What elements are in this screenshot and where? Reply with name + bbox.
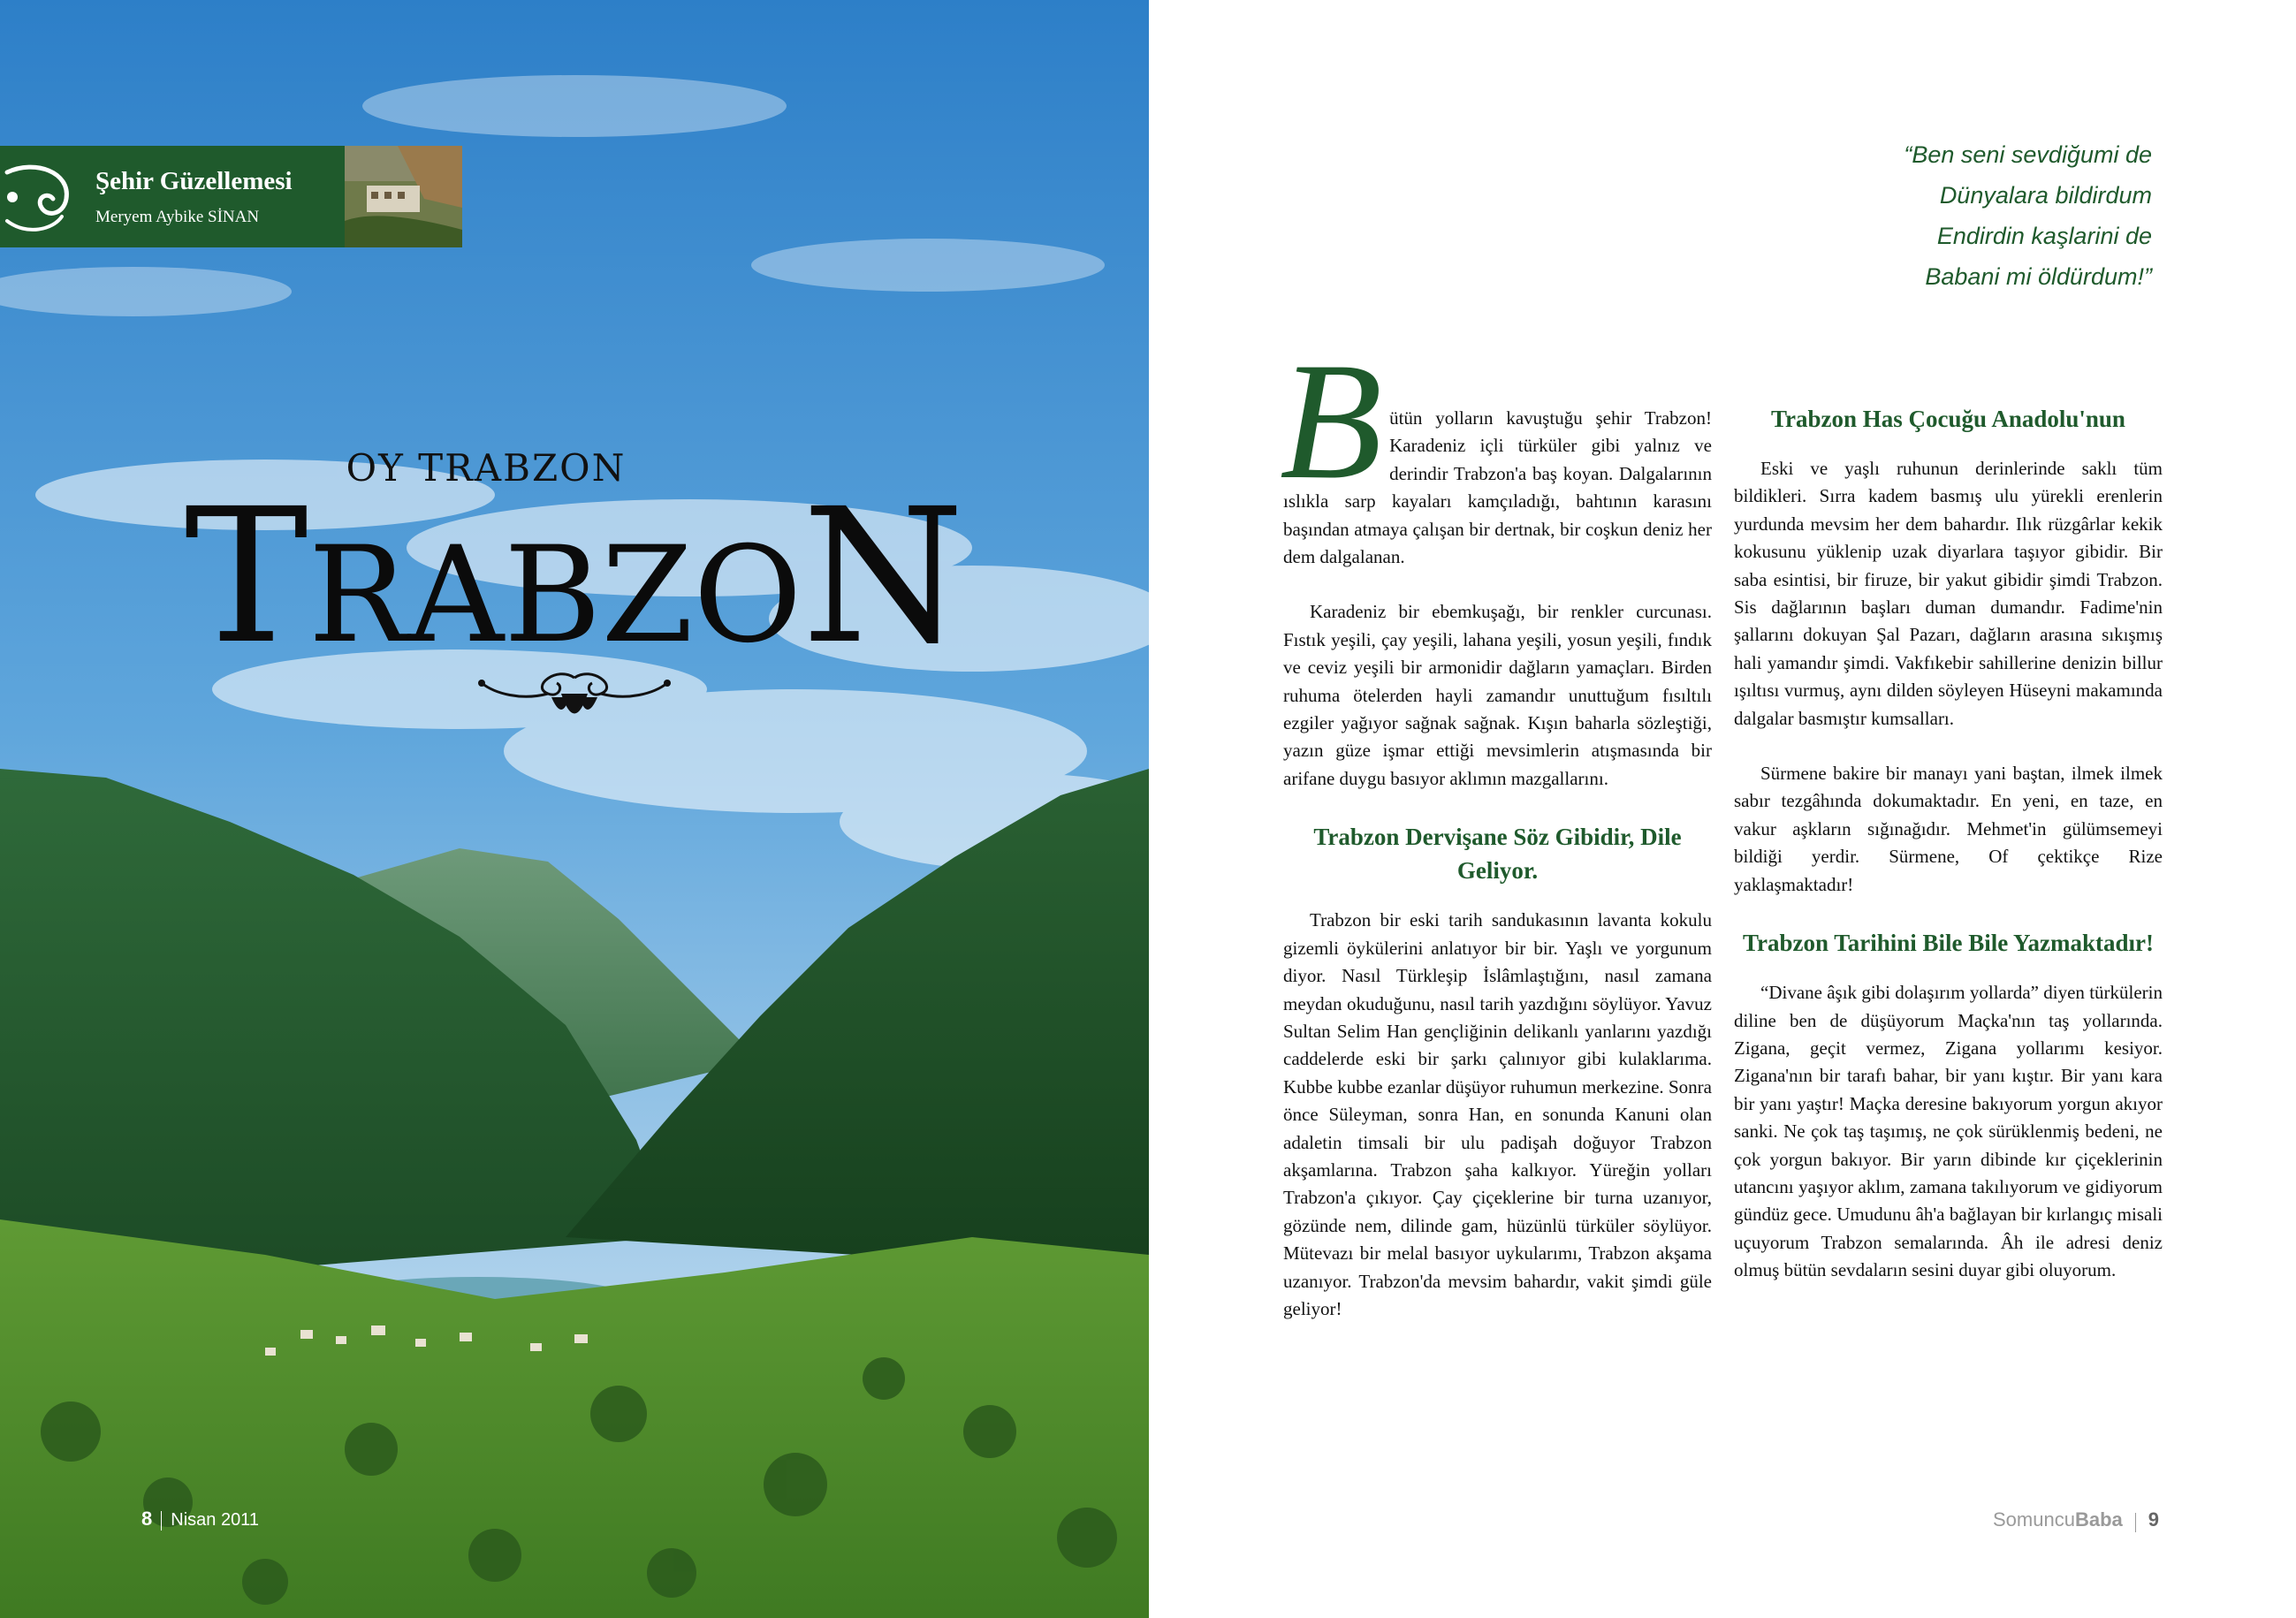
title-middle: RABZO (308, 519, 802, 672)
issue-date: Nisan 2011 (171, 1510, 259, 1530)
author-name: Meryem Aybike SİNAN (95, 208, 260, 226)
magazine-name (1993, 1508, 2123, 1531)
title-initial: T (184, 468, 308, 685)
article-column-1 (1280, 329, 1712, 1350)
flourish-ornament-icon (477, 667, 672, 738)
epigraph-line: Babani mi öldürdum!” (1925, 263, 2152, 290)
folio-divider (2135, 1513, 2136, 1532)
epigraph-line: Endirdin kaşlarini de (1936, 223, 2152, 249)
magazine-name-part-1: Somuncu (1993, 1508, 2075, 1531)
article-column-2 (1734, 402, 2163, 1312)
folio-divider (161, 1511, 162, 1531)
right-folio (1993, 1508, 2159, 1532)
monastery-thumbnail (345, 146, 462, 247)
section-heading: Trabzon Has Çocuğu Anadolu'nun (1771, 406, 2125, 432)
scroll-ornament-icon (0, 155, 84, 239)
epigraph-line: “Ben seni sevdiğumi de (1904, 141, 2152, 168)
section-heading: Trabzon Dervişane Söz Gibidir, Dile Geliyor. (1313, 824, 1682, 885)
body-paragraph: Sürmene bakire bir manayı yani baştan, ilmek ilmek sabır tezgâhında dokumaktadır. En yeni, en taze, en vakur aşkların sığınağıdır. Mehmet'in gülümsemeyi bildiği yerdir. Sürmene, Of çektikçe Rize yaklaşmaktadır! (1734, 763, 2163, 895)
intro-paragraph (1280, 329, 1712, 571)
intro-text: ütün yolların kavuştuğu şehir Trabzon! Karadeniz içli türküler gibi yalnız ve derindir Trabzon'a baş koyan. Dalgalarının ıslıkla sarp kayaları kamçıladığı, bahtının karasını başından atmaya çalışan bir dertnak, bir coşkun deniz her dem dalgalanan. (1283, 407, 1712, 568)
body-paragraph: Trabzon bir eski tarih sandukasının lavanta kokulu gizemli öykülerini anlatıyor bir bir. Yaşlı ve yorgunum diyor. Nasıl Türkleşip İslâmlaştığını, nasıl zamana meydan okuduğunu, nasıl tarih yazdığını söylüyor. Yavuz Sultan Selim Han gençliğinin delikanlı yanlarını yazdığı caddelerde eski bir şarkı çalınıyor gibi kulaklarıma. Kubbe kubbe ezanlar düşüyor ruhumun merkezine. Sonra önce Süleyman, sonra Han, en sonunda Kanuni olan adaletin timsali bir ulu padişah doğuyor Trabzon akşamlarına. Trabzon şaha kalkıyor. Yüreğin yolları Trabzon'a çıkıyor. Çay çiçeklerine bir turna uzanıyor, gözünde nem, dilinde gam, hüzünlü türküler söylüyor. Mütevazı bir melal basıyor uykularımı, Trabzon akşama uzanıyor. Trabzon'da mevsim bahardır, vakit şimdi güle geliyor! (1283, 909, 1712, 1319)
left-page-number: 8 (141, 1508, 153, 1530)
section-heading: Trabzon Tarihini Bile Bile Yazmaktadır! (1742, 930, 2155, 957)
epigraph (1803, 134, 2152, 297)
title-final: N (802, 468, 965, 685)
body-paragraph: Eski ve yaşlı ruhunun derinlerinde saklı tüm bildikleri. Sırra kadem basmış ulu yürekli erenlerin yurdunda mevsim her dem bahardır. Ilık rüzgârlar kekik kokusunu yüklenip uzak diyarlara taşıyor gibidir. Bir saba esintisi, bir firuze, bir yakut gibidir şimdi Trabzon. Sis dağlarının başları duman dumandır. Fadime'nin şallarını dokuyan Şal Pazarı, dağların arasına sıkışmış hali yamandır şimdi. Vakfıkebir sahillerine denizin billur ışıltısı vurmuş, aynı dilden söyleyen Hüseyni makamında dalgalar basmıştır kumsalları. (1734, 458, 2163, 729)
drop-cap: B (1280, 329, 1383, 514)
body-paragraph: “Divane âşık gibi dolaşırım yollarda” diyen türkülerin diline ben de düşüyorum Maçka'nın taş yollarında. Zigana, geçit vermez, Zigana yollarımı kesiyor. Zigana'nın bir tarafı bahar, bir yanı kıştır. Bir yanı kara bir yanı yaştır! Maçka deresine bakıyorum yorgun akıyor sanki. Ne çok taş taşımış, ne çok sürüklenmiş bedeni, ne çok yorgun bakıyor. Bir yarın dibinde kır çiçeklerinin utancını yaşıyor aklım, zamana takılıyorum ve gidiyorum gündüz gece. Umudunu âh'a bağlayan bir kırlangıç misali uçuyorum Trabzon semalarında. Âh ile adresi deniz olmuş bütün sevdaların sesini duyar gibi oluyorum. (1734, 982, 2163, 1281)
epigraph-line: Dünyalara bildirdum (1939, 182, 2152, 209)
magazine-name-part-2: Baba (2074, 1508, 2123, 1531)
left-folio (141, 1508, 259, 1531)
section-title: Şehir Güzellemesi (95, 167, 293, 195)
article-kicker: OY TRABZON (346, 446, 627, 490)
right-page-number: 9 (2148, 1508, 2159, 1531)
body-paragraph: Karadeniz bir ebemkuşağı, bir renkler curcunası. Fıstık yeşili, çay yeşili, lahana yeşili, yosun yeşili, fındık ve ceviz yeşili bir armonidir dağların yamaçları. Birden ruhuma ötelerden hayli zamandır unuttuğum fısıltılı ezgiler yağıyor sağnak sağnak. Kışın baharla sözleştiği, yazın güze işmar ettiği mevsimlerin atışmasında bir arifane duygu basıyor aklımın mazgallarını. (1283, 601, 1712, 789)
section-banner (0, 146, 345, 247)
